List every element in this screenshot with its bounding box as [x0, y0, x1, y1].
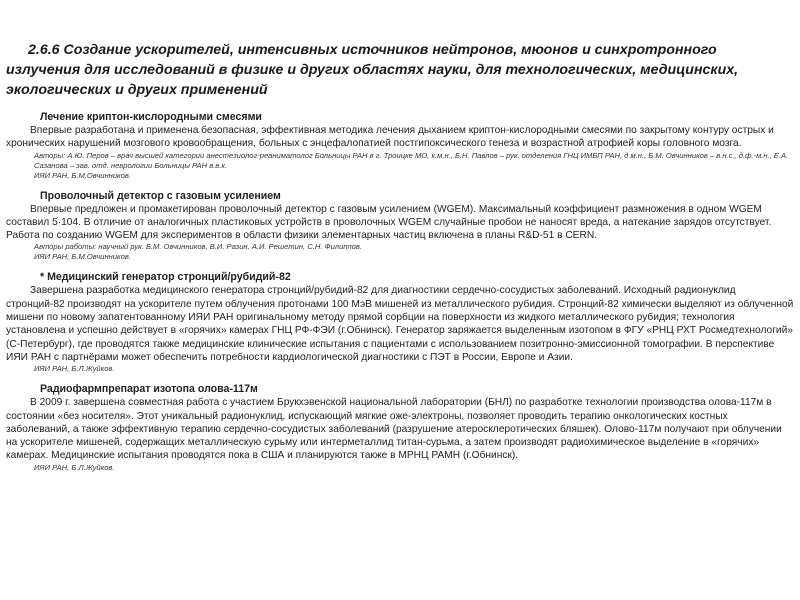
section-affiliation: ИЯИ РАН, Б.М.Овчинников.: [34, 252, 131, 262]
section-body: Завершена разработка медицинского генератора стронций/рубидий-82 для диагностики сердечно-сосудистых заболеваний. Исходный радионуклид стронций-82 производят на ускорителе путем облучения протонами 100 МэВ мишеней из металлического рубидия. Стронций-82 химически выделяют из облученной мишени по новому запатентованному ИЯИ РАН оригинальному методу прямой сорбции на поверхности из жидкого металлического рубидия; технология установлена и успешно действует в «горячих» камерах ГНЦ РФ-ФЭИ (г.Обнинск). Генератор заряжается выделенным изотопом в ФГУ «РНЦ РХТ Росмедтехнологий» (С-Петербург), где проводятся также медицинские клинические испытания с пациентами с использованием позитронно-эмиссионной томографии. В перспективе ИЯИ РАН с партнёрами может обеспечить потребности кардиологической диагностики с ПЭТ в России, Европе и Азии.: [6, 285, 794, 363]
section-affiliation: ИЯИ РАН, Б.М.Овчинников.: [34, 170, 131, 180]
section-title: * Медицинский генератор стронций/рубидий-82: [40, 271, 291, 284]
section-body: В 2009 г. завершена совместная работа с участием Брукхэвенской национальной лаборатории (БНЛ) по разработке технологии производства олова-117м в состоянии «без носителя». Этот уникальный радионуклид, испускающий мягкие оже-электроны, позволяет проводить терапию онкологических костных заболеваний, а также эффективную терапию сердечно-сосудистых заболеваний (разрушение атеросклеротических бляшек). Олово-117м получают при облучении на ускорителе мишеней, содержащих металлическую сурьму или интерметаллид титан-сурьма, а затем производят радиохимическое выделение в «горячих» камерах. Медицинские испытания проводятся пока в США и планируются также в МРНЦ РАМН (г.Обнинск).: [6, 397, 782, 462]
section-authors: Авторы работы: научный рук. Б.М. Овчинников, В.И. Разин, А.И. Решетин, С.Н. Филиппов.: [34, 242, 362, 252]
section-affiliation: ИЯИ РАН, Б.Л.Жуйков.: [34, 462, 115, 472]
section-title: Лечение криптон-кислородными смесями: [40, 111, 262, 123]
section-body: Впервые предложен и промакетирован проволочный детектор с газовым усилением (WGEM). Максимальный коэффициент размножения в одном WGEM составил 5·104. В отличие от аналогичных пластиковых устройств в проволочных WGEM случайные пробои не наносят вреда, а натекание зарядов отсутствует. Работа по созданию WGEM для экспериментов в области физики элементарных частиц включена в планы R&D-51 в CERN.: [6, 203, 772, 242]
section-body: Впервые разработана и применена безопасная, эффективная методика лечения дыханием криптон-кислородными смесями по закрытому контуру острых и хронических нарушений мозгового кровообращения, больных с энцефалопатией постгипоксического генеза и возрастной атрофией коры головного мозга.: [6, 125, 774, 150]
section-tin-117m: [6, 382, 794, 472]
section-heading: 2.6.6 Создание ускорителей, интенсивных источников нейтронов, мюонов и синхротронного излучения для исследований в физике и других областях науки, для технологических, медицинских, экологических и других применений: [6, 42, 739, 98]
section-title: Проволочный детектор с газовым усилением: [40, 189, 281, 202]
section-strontium-generator: [6, 270, 794, 374]
section-authors: Авторы: А.Ю. Перов – врач высшей категории анестезиолог-реаниматолог Больницы РАН в г. Троицке МО, к.м.н., Б.Н. Павлов – рук. отделения ГНЦ ИМБП РАН, д.м.н., Б.М. Овчинников – в.н.с., д.ф.-м.н., Е.А. Сазанова – зав. отд. неврологии Больницы РАН в.в.к.: [34, 150, 789, 170]
section-title: Радиофармпрепарат изотопа олова-117м: [40, 383, 258, 396]
section-krypton-oxygen: [6, 110, 794, 181]
section-affiliation: ИЯИ РАН, Б.Л.Жуйков.: [34, 364, 115, 374]
section-wire-detector: [6, 189, 794, 263]
